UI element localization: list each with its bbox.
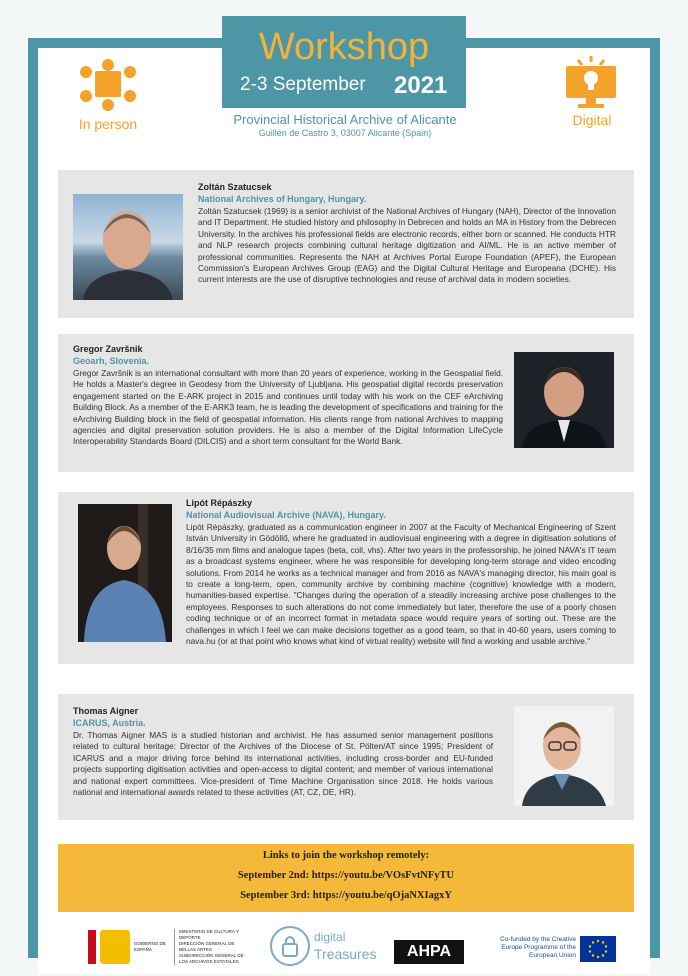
digital-treasures-text-2: Treasures (314, 946, 377, 962)
link-day2[interactable]: September 3rd: https://youtu.be/qOjaNXIagxY (240, 890, 452, 901)
venue-address: Guillén de Castro 3, 03007 Alicante (Spain) (258, 128, 432, 138)
digital-icon (562, 54, 620, 112)
speaker-org: ICARUS, Austria. (73, 718, 146, 728)
speaker-bio: Dr. Thomas Aigner MAS is a studied historian and archivist. He has assumed senior management positions related to cultural heritage: Director of the Archives of the Diocese of St. Pölten/AT since 1995; President of ICARUS and a major driving force behind its international activities, including cross-border and EU-funded projects supporting digitisation activities and open-access to digital content; and member of various international and national expert committees. Vice-president of Time Machine Organisation since 2018. He holds various national and international awards related to these activities (AT, CZ, DE, HR). (73, 730, 493, 798)
spain-flag-icon (88, 930, 96, 964)
speaker-org: National Archives of Hungary, Hungary. (198, 194, 367, 204)
links-heading: Links to join the workshop remotely: (262, 850, 430, 861)
gov-dir1-text: DIRECCIÓN GENERAL DE BELLAS ARTES (179, 941, 235, 952)
speaker-card-repaszky (58, 492, 634, 664)
gov-dir2-text: SUBDIRECCIÓN GENERAL DE LOS ARCHIVOS ESTATALES (179, 953, 244, 964)
title-banner (222, 16, 466, 108)
speaker-org: Geoarh, Slovenia. (73, 356, 150, 366)
speaker-name: Gregor Završnik (73, 344, 143, 354)
sponsor-logos (38, 918, 650, 974)
spain-crest-icon (100, 930, 130, 964)
speaker-card-aigner (58, 694, 634, 820)
eu-funding-text: Co-funded by the Creative Europe Programme of the European Union (500, 936, 576, 959)
remote-links-panel (58, 844, 634, 912)
venue-name: Provincial Historical Archive of Alicante (233, 112, 457, 127)
speaker-bio: Gregor Završnik is an international consultant with more than 20 years of experience, working in the Geospatial field. He holds a Master's degree in Geodesy from the University of Ljubljana. His geospatial digital records preservation engagement started on the E-ARK project in 2015 and continues until today with his work on the CEF eArchiving Building Block. As a member of the E-ARK3 team, he is leading the development of specifications and training for the eArchiving Building block in the field of geospatial information. His clients range from national Archives to mapping agencies and digital preservation solution providers. He is also a member of the Digital Information LifeCycle Interoperability Standards Board (DILCIS) and a short term consultant for the World Bank. (73, 368, 503, 447)
in-person-icon (78, 58, 138, 112)
spain-ministry-logo (88, 930, 250, 964)
event-dates: 2-3 September (240, 74, 366, 95)
in-person-label: In person (78, 116, 138, 132)
digital-treasures-logo (268, 924, 384, 970)
speaker-name: Lipót Répászky (186, 498, 253, 508)
event-year: 2021 (394, 72, 448, 99)
speaker-name: Thomas Aigner (73, 706, 139, 716)
speaker-bio: Zoltán Szatucsek (1969) is a senior archivist of the National Archives of Hungary (NAH), Director of the Innovation and IT Department. He studied history and philosophy in Debrecen and holds an MA in History from the Debrecen University. In the archives his professional fields are electronic records, either born or scanned. He conducts HTR and NLP research projects combining cultural heritage digitization and AI/ML. He is an active member of professional communities. Represents the NAH at Archives Portal Europe Foundation (APEF), the European Commission's European Archives Group (EAG) and the Digital Cultural Heritage and Europeana (DCHE). His current interests are the use of disruptive technologies and reuse of archival data in modern societies. (198, 206, 616, 285)
eu-flag-icon (580, 936, 616, 962)
link-day1[interactable]: September 2nd: https://youtu.be/VOsFvtNFyTU (237, 870, 455, 881)
digital-treasures-text-1: digital (314, 930, 346, 944)
speaker-photo (514, 706, 614, 806)
speaker-photo (514, 352, 614, 448)
digital-label: Digital (572, 112, 612, 128)
speaker-photo (73, 194, 183, 300)
speaker-photo (78, 504, 172, 642)
gov-ministry-text: MINISTERIO DE CULTURA Y DEPORTE (179, 929, 239, 940)
gov-main-text: GOBIERNO DE ESPAÑA (134, 941, 166, 952)
page-title: Workshop (258, 26, 430, 68)
speaker-card-szatucsek (58, 170, 634, 318)
speaker-name: Zoltán Szatucsek (198, 182, 272, 192)
speaker-bio: Lipót Répászky, graduated as a communication engineer in 2007 at the Faculty of Mechanical Engineering of Szent István University in Gödöllő, where he graduated in audiovisual engineering with a degree in digitisation solutions of 8/16/35 mm films and analogue tapes (beta, coll, vhs). After two years in the professorship, he joined NAVA's IT team as a broadcast systems engineer, where he was responsible for developing long-term storage and video encoding solutions. From 2014 he works as a technical manager and from 2016 as NAVA's managing director, his main goal is to create a long-term, open, community archive by combining machine (cognitive) knowledge with a modern, humanities-based expertise. "Changes during the operation of a steadily increasing archive pose challenges to the employees. Responses to such alterations do not come immediately but later, therefore the use of a poorly chosen coding technique or of an incorrect format in metadata space would require years of sorting out. These are the challenges in which I feel we can make decisions together as a good team, so that in 40-60 years, users coming to nava.hu (or at that point who knows what kind of virtual reality) website will find a working and usable archive." (186, 522, 616, 647)
ahpa-logo: AHPA (394, 940, 464, 964)
speaker-org: National Audiovisual Archive (NAVA), Hungary. (186, 510, 386, 520)
lock-icon (268, 924, 312, 968)
speaker-card-zavrsnik (58, 334, 634, 472)
